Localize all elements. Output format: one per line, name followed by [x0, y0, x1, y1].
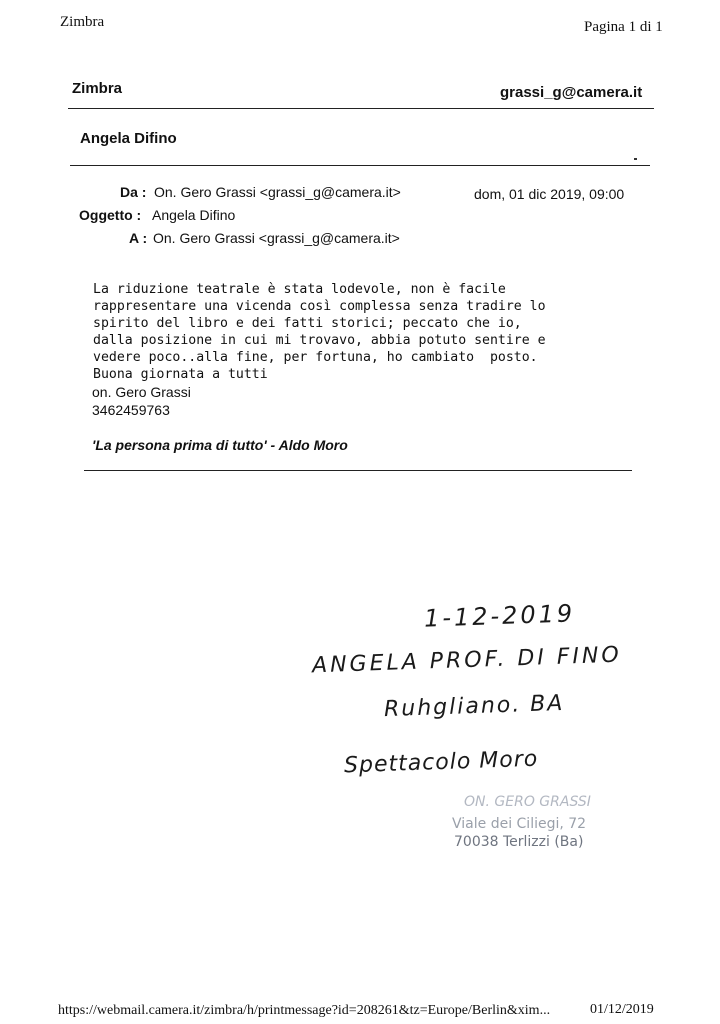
body-line: spirito del libro e dei fatti storici; peccato che io, — [93, 316, 522, 331]
handwritten-name: ANGELA PROF. DI FINO — [311, 642, 623, 679]
from-label: Da : — [120, 184, 147, 200]
stamp-line-2: Viale dei Ciliegi, 72 — [452, 816, 587, 832]
zimbra-brand: Zimbra — [72, 80, 123, 97]
account-email: grassi_g@camera.it — [500, 84, 643, 101]
signature-quote: 'La persona prima di tutto' - Aldo Moro — [92, 437, 348, 453]
handwritten-note: Spettacolo Moro — [343, 746, 539, 779]
subject-label: Oggetto : — [79, 207, 142, 223]
to-label: A : — [129, 230, 148, 246]
signature-name: on. Gero Grassi — [92, 384, 191, 400]
print-footer-url: https://webmail.camera.it/zimbra/h/printmessage?id=208261&tz=Europe/Berlin&xim... — [58, 1003, 551, 1018]
body-line: dalla posizione in cui mi trovavo, abbia potuto sentire e — [93, 333, 546, 348]
print-header-page: Pagina 1 di 1 — [584, 19, 663, 35]
dot-mark — [634, 158, 637, 160]
to-value: On. Gero Grassi <grassi_g@camera.it> — [153, 230, 400, 246]
footer-divider — [84, 470, 632, 471]
body-line: Buona giornata a tutti — [93, 367, 268, 382]
message-date: dom, 01 dic 2019, 09:00 — [474, 186, 625, 202]
header-divider — [68, 108, 654, 109]
body-line: vedere poco..alla fine, per fortuna, ho cambiato posto. — [93, 350, 538, 365]
print-footer-date: 01/12/2019 — [590, 1002, 654, 1017]
stamp-line-3: 70038 Terlizzi (Ba) — [454, 834, 584, 850]
body-line: rappresentare una vicenda così complessa senza tradire lo — [93, 299, 546, 314]
subject-divider — [70, 165, 650, 166]
subject-heading: Angela Difino — [80, 130, 177, 147]
signature-phone: 3462459763 — [92, 402, 170, 418]
message-body — [93, 264, 546, 400]
stamp-line-1: ON. GERO GRASSI — [464, 794, 591, 810]
subject-value: Angela Difino — [152, 207, 236, 223]
handwritten-place: Ruhgliano. BA — [383, 690, 565, 723]
print-header-title: Zimbra — [60, 14, 105, 30]
handwritten-date: 1-12-2019 — [423, 599, 576, 633]
from-value: On. Gero Grassi <grassi_g@camera.it> — [154, 184, 401, 200]
body-line: La riduzione teatrale è stata lodevole, non è facile — [93, 282, 506, 297]
